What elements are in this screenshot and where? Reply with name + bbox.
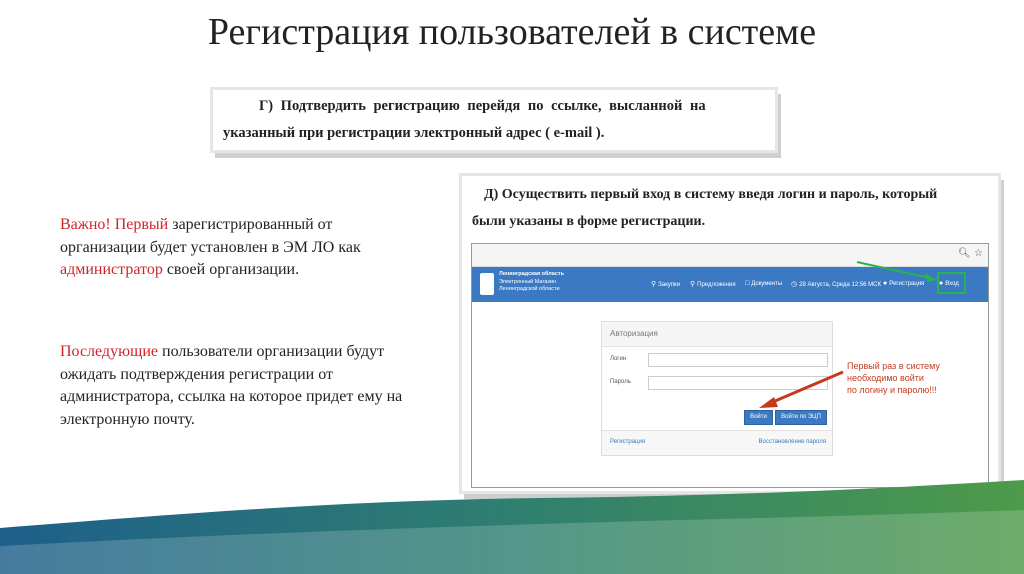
- org-line1: Ленинградская область: [499, 271, 564, 277]
- nav-registration-label: Регистрация: [889, 281, 925, 287]
- document-icon: □: [745, 280, 750, 287]
- eds-login-button[interactable]: Войти по ЭЦП: [775, 410, 827, 425]
- search-icon: ⚲: [651, 281, 657, 288]
- note-g-line2: указанный при регистрации электронный адрес ( e-mail ).: [223, 125, 605, 141]
- search-icon: ⚲: [690, 281, 696, 288]
- login-label: Логин: [610, 356, 627, 362]
- login-button[interactable]: Войти: [744, 410, 773, 425]
- red-arrow-line: [768, 372, 843, 404]
- annotation-line3: по логину и паролю!!!: [847, 385, 937, 395]
- important-text-a: зарегистрированный от организации будет установлен в ЭМ ЛО как: [60, 216, 361, 256]
- annotation-note: [847, 360, 940, 396]
- nav-datetime-label: 28 Августа, Среда 12:56 МСК: [799, 282, 881, 288]
- green-arrow-head: [925, 273, 937, 282]
- nav-documents-label: Документы: [751, 281, 783, 287]
- administrator-word: администратор: [60, 261, 163, 278]
- annotation-line1: Первый раз в систему: [847, 361, 940, 371]
- clock-icon: ◷: [791, 281, 798, 288]
- important-label: Важно! Первый: [60, 216, 169, 233]
- org-line3: Ленинградской области: [499, 286, 560, 292]
- green-arrow-line: [857, 262, 930, 278]
- note-g-line1: Г) Подтвердить регистрацию перейдя по ссылке, высланной на: [259, 98, 706, 114]
- note-d-line2: были указаны в форме регистрации.: [472, 214, 706, 229]
- password-label: Пароль: [610, 379, 631, 385]
- annotation-line2: необходимо войти: [847, 373, 924, 383]
- restore-password-link[interactable]: Восстановление пароля: [758, 439, 826, 445]
- nav-login-label: Вход: [945, 281, 959, 287]
- search-icon[interactable]: 🔍︎: [958, 248, 971, 259]
- red-arrow-head: [759, 397, 778, 408]
- decorative-wave: [0, 470, 1024, 574]
- user-icon: ●: [939, 280, 944, 287]
- important-text-b: своей организации.: [162, 261, 300, 278]
- subsequent-label: Последующие: [60, 343, 159, 360]
- auth-title: Авторизация: [602, 322, 832, 347]
- nav-purchases-label: Закупки: [658, 282, 681, 288]
- nav-offers-label: Предложения: [697, 282, 736, 288]
- org-line2: Электронный Магазин: [499, 278, 556, 285]
- slide-title: Регистрация пользователей в системе: [207, 11, 817, 53]
- users-icon: ●: [883, 280, 888, 287]
- note-d-line1: Д) Осуществить первый вход в систему введя логин и пароль, который: [484, 187, 938, 202]
- star-icon[interactable]: ☆: [974, 248, 983, 259]
- register-link[interactable]: Регистрация: [610, 439, 646, 445]
- subsequent-text: пользователи организации будут ожидать подтверждения регистрации от администратора, ссылка на которое придет ему на электронную почту.: [60, 343, 403, 428]
